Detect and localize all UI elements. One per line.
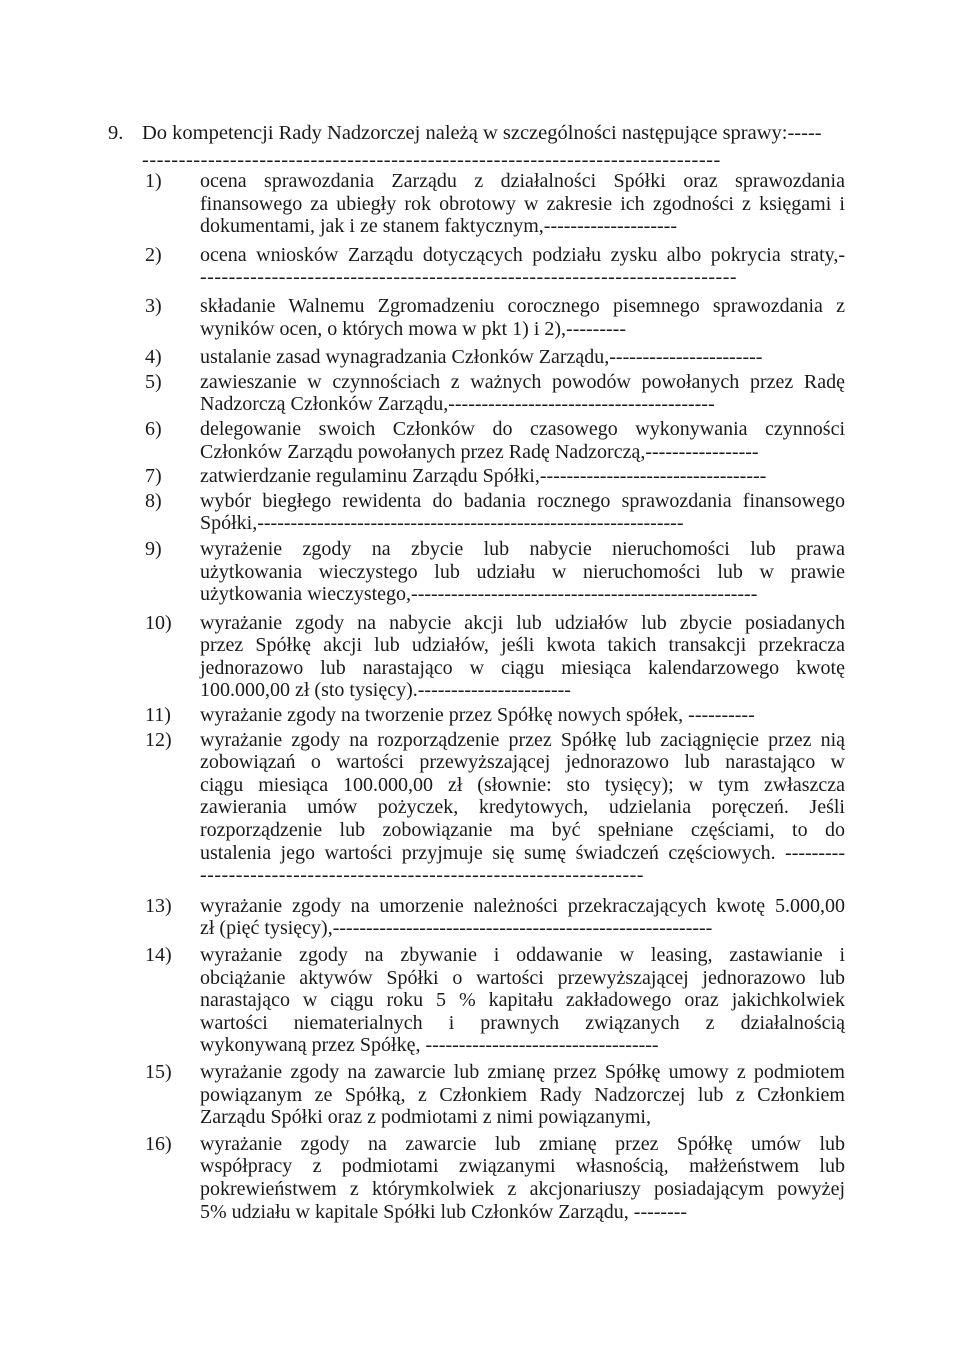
list-item-line: -------------------------------------------------------------- (200, 864, 644, 887)
list-item (145, 418, 845, 463)
list-item-text (200, 244, 845, 289)
list-item-line: zł (pięć tysięcy),--------------------------------------------------------- (200, 917, 713, 940)
list-item-line: Spółki,---------------------------------------------------------------- (200, 512, 684, 535)
list-item-line: wyrażanie zgody na zawarcie lub zmianę przez Spółkę umów lub (200, 1132, 845, 1155)
list-item-line: Nadzorczą Członków Zarządu,---------------------------------------- (200, 393, 715, 416)
list-item-line: wyrażanie zgody na zbywanie i oddawanie w leasing, zastawianie i (200, 944, 845, 966)
list-item (145, 1061, 845, 1129)
list-item-text (200, 465, 845, 488)
list-item-number: 15) (145, 1060, 172, 1083)
list-item-line: użytkowania wieczystego,---------------------------------------------------- (200, 583, 758, 606)
list-item-number: 4) (145, 346, 162, 369)
list-item-number: 1) (145, 170, 162, 192)
list-item-number: 16) (145, 1132, 172, 1155)
list-item-number: 10) (145, 611, 172, 634)
list-item (145, 729, 845, 887)
list-item (145, 538, 845, 606)
list-item-line: jednorazowo lub narastająco w ciągu miesiąca kalendarzowego kwotę (200, 656, 845, 679)
section-heading (108, 120, 868, 174)
list-item-text (200, 729, 845, 887)
list-item-line: 100.000,00 zł (sto tysięcy).----------------------- (200, 679, 571, 702)
list-item-text (200, 371, 845, 416)
list-item (145, 346, 845, 369)
list-item-text (200, 944, 845, 1057)
list-item-line: zatwierdzanie regulaminu Zarządu Spółki,---------------------------------- (200, 465, 767, 488)
list-item (145, 170, 845, 238)
list-item-text (200, 295, 845, 340)
list-item-line: wyrażanie zgody na umorzenie należności przekraczających kwotę 5.000,00 (200, 894, 845, 917)
list-item-line: 5% udziału w kapitale Spółki lub Członków Zarządu, -------- (200, 1200, 688, 1223)
list-item-number: 3) (145, 294, 162, 317)
list-item-line: wyrażanie zgody na nabycie akcji lub udziałów lub zbycie posiadanych (200, 611, 845, 634)
list-item-line: wybór biegłego rewidenta do badania rocznego sprawozdania finansowego (200, 489, 845, 512)
list-item (145, 295, 845, 340)
list-item-line: pokrewieństwem z którymkolwiek z akcjonariuszy posiadającym powyżej (200, 1177, 845, 1200)
list-item (145, 371, 845, 416)
list-item (145, 895, 845, 940)
list-item-line: wyrażanie zgody na tworzenie przez Spółkę nowych spółek, ---------- (200, 704, 755, 727)
list-item-text (200, 538, 845, 606)
list-item-line: wyrażenie zgody na zbycie lub nabycie nieruchomości lub prawa (200, 537, 845, 560)
list-item-line: wartości niematerialnych i prawnych związanych z działalnością (200, 1011, 845, 1034)
list-item-line: zawieszanie w czynnościach z ważnych powodów powołanych przez Radę (200, 370, 845, 393)
list-item-line: narastająco w ciągu roku 5 % kapitału zakładowego oraz jakichkolwiek (200, 989, 845, 1012)
list-item-line: przez Spółkę akcji lub udziałów, jeśli kwota takich transakcji przekracza (200, 634, 845, 657)
list-item-text (200, 895, 845, 940)
section-title: Do kompetencji Rady Nadzorczej należą w szczególności następujące sprawy:----- (142, 122, 822, 144)
list-item-text (200, 1061, 845, 1129)
list-item-line: wykonywaną przez Spółkę, ----------------------------------- (200, 1034, 659, 1057)
list-item-text (200, 612, 845, 702)
list-item (145, 612, 845, 702)
list-item (145, 944, 845, 1057)
list-item-line: wyników ocen, o których mowa w pkt 1) i 2),--------- (200, 317, 626, 340)
list-item-line: składanie Walnemu Zgromadzeniu corocznego pisemnego sprawozdania z (200, 294, 845, 317)
list-item-line: wyrażanie zgody na zawarcie lub zmianę przez Spółkę umowy z podmiotem (200, 1060, 845, 1083)
list-item-number: 8) (145, 489, 162, 512)
list-item-line: wyrażanie zgody na rozporządzenie przez Spółkę lub zaciągnięcie przez nią (200, 728, 845, 751)
section-number: 9. (108, 122, 124, 144)
list-item-line: ustalanie zasad wynagradzania Członków Zarządu,----------------------- (200, 346, 763, 369)
list-item-line: zobowiązań o wartości przewyższającej jednorazowo lub narastająco w (200, 751, 845, 774)
list-item-number: 6) (145, 417, 162, 440)
list-item-line: ocena sprawozdania Zarządu z działalności Spółki oraz sprawozdania (200, 170, 845, 192)
list-item (145, 1133, 845, 1223)
list-item-number: 14) (145, 944, 172, 966)
list-item-line: delegowanie swoich Członków do czasowego wykonywania czynności (200, 417, 845, 440)
list-item-line: dokumentami, jak i ze stanem faktycznym,-------------------- (200, 215, 677, 238)
section-dash-line: ------------------------------------------------------------------------------- (142, 149, 721, 171)
list-item (145, 465, 845, 488)
list-item-text (200, 418, 845, 463)
list-item (145, 704, 845, 727)
list-item-number: 2) (145, 243, 162, 266)
list-item-line: użytkowania wieczystego lub udziału w nieruchomości lub w prawie (200, 560, 845, 583)
list-item-number: 7) (145, 465, 162, 488)
list-item-line: zawierania umów pożyczek, kredytowych, udzielania poręczeń. Jeśli (200, 796, 845, 819)
list-item-line: --------------------------------------------------------------------------- (200, 266, 738, 289)
list-item-number: 5) (145, 370, 162, 393)
list-item-line: ustalenia jego wartości przyjmuje się sumę świadczeń częściowych. --------- (200, 841, 845, 864)
list-item-number: 12) (145, 728, 172, 751)
list-item-line: Członków Zarządu powołanych przez Radę Nadzorczą,----------------- (200, 440, 759, 463)
list-item-line: Zarządu Spółki oraz z podmiotami z nimi powiązanymi, (200, 1106, 651, 1129)
list-item (145, 490, 845, 535)
list-item-text (200, 490, 845, 535)
list-item-line: ocena wniosków Zarządu dotyczących podziału zysku albo pokrycia straty,- (200, 243, 845, 266)
list-item-line: współpracy z podmiotami związanymi własnością, małżeństwem lub (200, 1155, 845, 1178)
list-item-number: 9) (145, 537, 162, 560)
list-item-text (200, 170, 845, 238)
list-item-line: finansowego za ubiegły rok obrotowy w zakresie ich zgodności z księgami i (200, 192, 845, 215)
list-item (145, 244, 845, 289)
list-item-number: 13) (145, 894, 172, 917)
list-item-line: obciążanie aktywów Spółki o wartości przewyższającej jednorazowo lub (200, 966, 845, 989)
list-item-text (200, 704, 845, 727)
competence-list (145, 170, 845, 1223)
list-item-line: ciągu miesiąca 100.000,00 zł (słownie: sto tysięcy); w tym zwłaszcza (200, 773, 845, 796)
list-item-text (200, 1133, 845, 1223)
list-item-line: powiązanym ze Spółką, z Członkiem Rady Nadzorczej lub z Członkiem (200, 1083, 845, 1106)
list-item-text (200, 346, 845, 369)
list-item-line: rozporządzenie lub zobowiązanie ma być spełniane częściami, to do (200, 819, 845, 842)
list-item-number: 11) (145, 704, 171, 727)
